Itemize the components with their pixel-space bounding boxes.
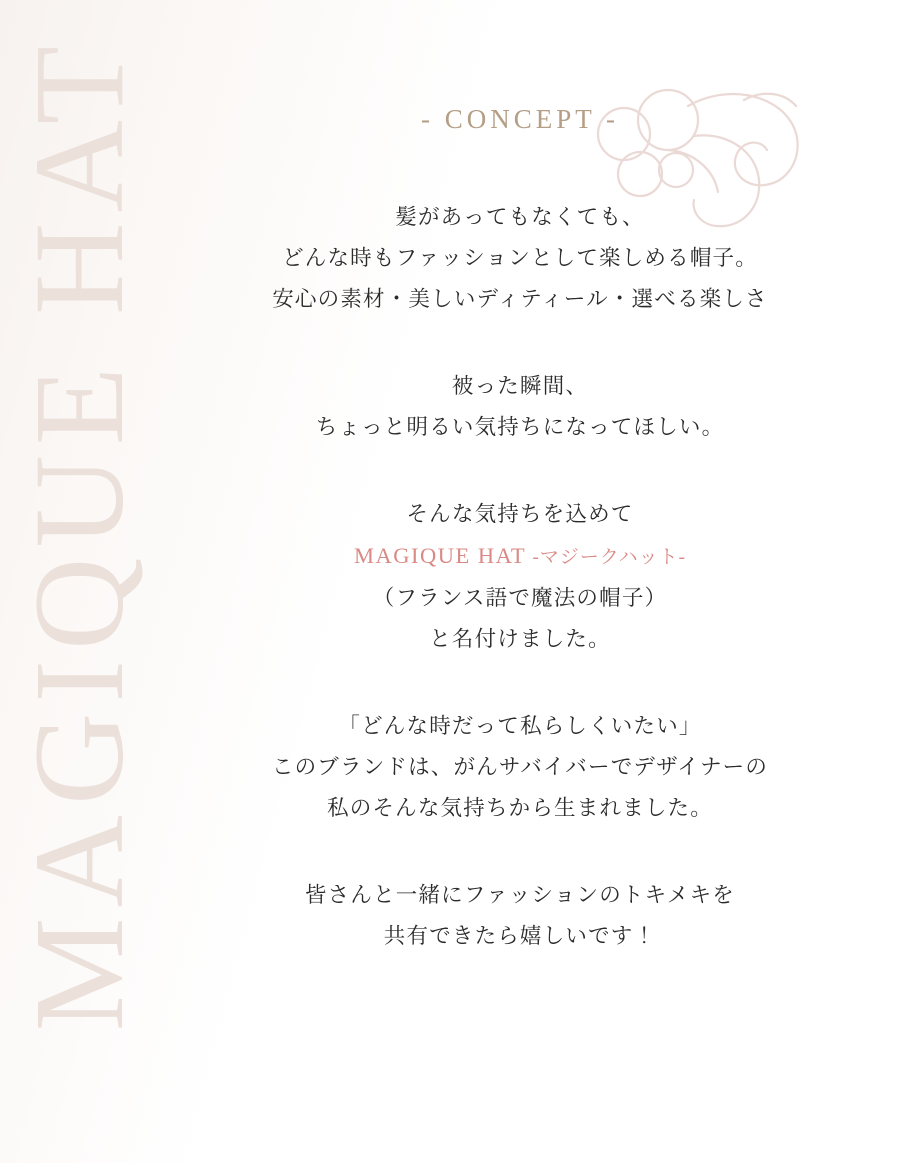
brand-watermark <box>0 36 164 1096</box>
page-title: - CONCEPT - <box>420 104 619 134</box>
paragraph-line: 髪があってもなくても、 <box>395 205 645 229</box>
paragraph-line: このブランドは、がんサバイバーでデザイナーの <box>271 755 769 779</box>
paragraph-line: そんな気持ちを込めて <box>406 502 634 526</box>
paragraph-line: 共有できたら嬉しいです！ <box>383 924 657 948</box>
brand-name-en: MAGIQUE HAT <box>353 543 527 568</box>
paragraph-line: どんな時もファッションとして楽しめる帽子。 <box>282 246 758 270</box>
concept-content <box>150 0 890 1163</box>
paragraph-block-2 <box>150 366 890 448</box>
paragraph-line: ちょっと明るい気持ちになってほしい。 <box>315 415 725 439</box>
paragraph-line: 安心の素材・美しいディティール・選べる楽しさ <box>272 287 768 311</box>
paragraph-line: と名付けました。 <box>429 627 611 651</box>
brand-name-jp: -マジークハット- <box>532 547 686 568</box>
paragraph-line: 「どんな時だって私らしくいたい」 <box>338 714 702 738</box>
paragraph-block-3 <box>150 494 890 660</box>
paragraph-line: 皆さんと一緒にファッションのトキメキを <box>304 883 735 907</box>
brand-name-line <box>150 535 890 578</box>
paragraph-line: 私のそんな気持ちから生まれました。 <box>327 796 713 820</box>
paragraph-line: 被った瞬間、 <box>451 374 589 398</box>
paragraph-line: （フランス語で魔法の帽子） <box>372 586 668 610</box>
paragraph-block-1 <box>150 197 890 320</box>
paragraph-block-4 <box>150 706 890 829</box>
paragraph-block-5 <box>150 875 890 957</box>
brand-watermark-text: MAGIQUE HAT <box>8 36 150 1032</box>
